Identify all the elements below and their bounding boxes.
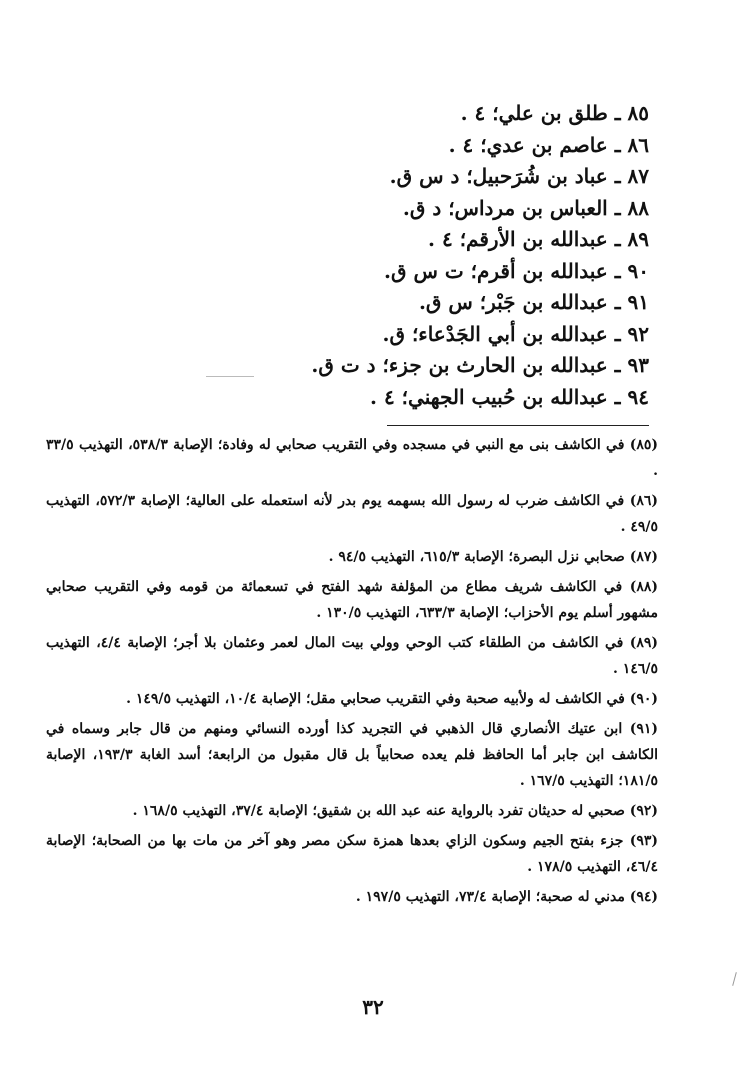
footnote: (٨٨) في الكاشف شريف مطاع من المؤلفة شهد الفتح في تسعمائة من قومه وفي التقريب صحابي مشهور أسلم يوم الأحزاب؛ الإصابة ٦٣٣/٣، التهذيب ١٣٠/٥ . xyxy=(46,579,658,621)
footnotes-list xyxy=(46,432,658,914)
footnote: (٨٩) في الكاشف من الطلقاء كتب الوحي وولي بيت المال لعمر وعثمان بلا أجر؛ الإصابة ٤/٤، التهذيب ١٤٦/٥ . xyxy=(46,635,659,677)
narrator-entry: ٨٥ ـ طلق بن علي؛ ٤ . xyxy=(460,101,649,125)
footnote: (٨٦) في الكاشف ضرب له رسول الله بسهمه يوم بدر لأنه استعمله على العالية؛ الإصابة ٥٧٢/٣، التهذيب ٤٩/٥ . xyxy=(46,493,658,535)
narrator-entry: ٨٩ ـ عبدالله بن الأرقم؛ ٤ . xyxy=(428,227,649,251)
edge-scan-mark xyxy=(732,972,737,986)
footnote: (٩٤) مدني له صحبة؛ الإصابة ٧٣/٤، التهذيب ١٩٧/٥ . xyxy=(355,889,658,905)
narrator-entry: ٨٧ ـ عباد بن شُرَحبيل؛ د س ق. xyxy=(389,164,649,188)
narrator-entry: ٩٠ ـ عبدالله بن أقرم؛ ت س ق. xyxy=(384,258,649,283)
narrator-entry: ٨٦ ـ عاصم بن عدي؛ ٤ . xyxy=(448,132,649,157)
narrator-entry: ٩٣ ـ عبدالله بن الحارث بن جزء؛ د ت ق. xyxy=(311,353,649,377)
narrator-entry: ٩٢ ـ عبدالله بن أبي الجَدْعاء؛ ق. xyxy=(382,321,649,346)
footnote-separator xyxy=(387,425,649,426)
page-number: ٣٢ xyxy=(362,995,384,1019)
narrator-entry: ٩١ ـ عبدالله بن جَبْر؛ س ق. xyxy=(418,290,649,314)
footnote: (٨٥) في الكاشف بنى مع النبي في مسجده وفي التقريب صحابي له وفادة؛ الإصابة ٥٣٨/٣، التهذيب ٣٣/٥ . xyxy=(46,437,659,479)
footnote: (٩٠) في الكاشف له ولأبيه صحبة وفي التقريب صحابي مقل؛ الإصابة ١٠/٤، التهذيب ١٤٩/٥ . xyxy=(126,691,658,707)
narrator-entry: ٨٨ ـ العباس بن مرداس؛ د ق. xyxy=(402,195,649,220)
footnote: (٩١) ابن عتيك الأنصاري قال الذهبي في التجريد كذا أورده النسائي ومنهم من قال جابر وسماه في الكاشف ابن جابر أما الحافظ فلم يعده صحابياً بل قال مقبول من الرابعة؛ أسد الغابة ١٩٣/٣، الإصابة ١٨١/٥؛ التهذيب ١٦٧/٥ . xyxy=(46,721,658,789)
faint-scan-mark xyxy=(206,376,254,377)
footnote: (٨٧) صحابي نزل البصرة؛ الإصابة ٦١٥/٣، التهذيب ٩٤/٥ . xyxy=(328,549,658,565)
footnote: (٩٢) صحبي له حديثان تفرد بالرواية عنه عبد الله بن شقيق؛ الإصابة ٣٧/٤، التهذيب ١٦٨/٥ . xyxy=(132,803,658,819)
footnote: (٩٣) جزء بفتح الجيم وسكون الزاي بعدها همزة سكن مصر وهو آخر من مات بها من الصحابة؛ الإصابة ٤٦/٤، التهذيب ١٧٨/٥ . xyxy=(46,833,658,875)
narrator-entry: ٩٤ ـ عبدالله بن حُبيب الجهني؛ ٤ . xyxy=(370,384,649,409)
narrator-list xyxy=(129,98,649,413)
